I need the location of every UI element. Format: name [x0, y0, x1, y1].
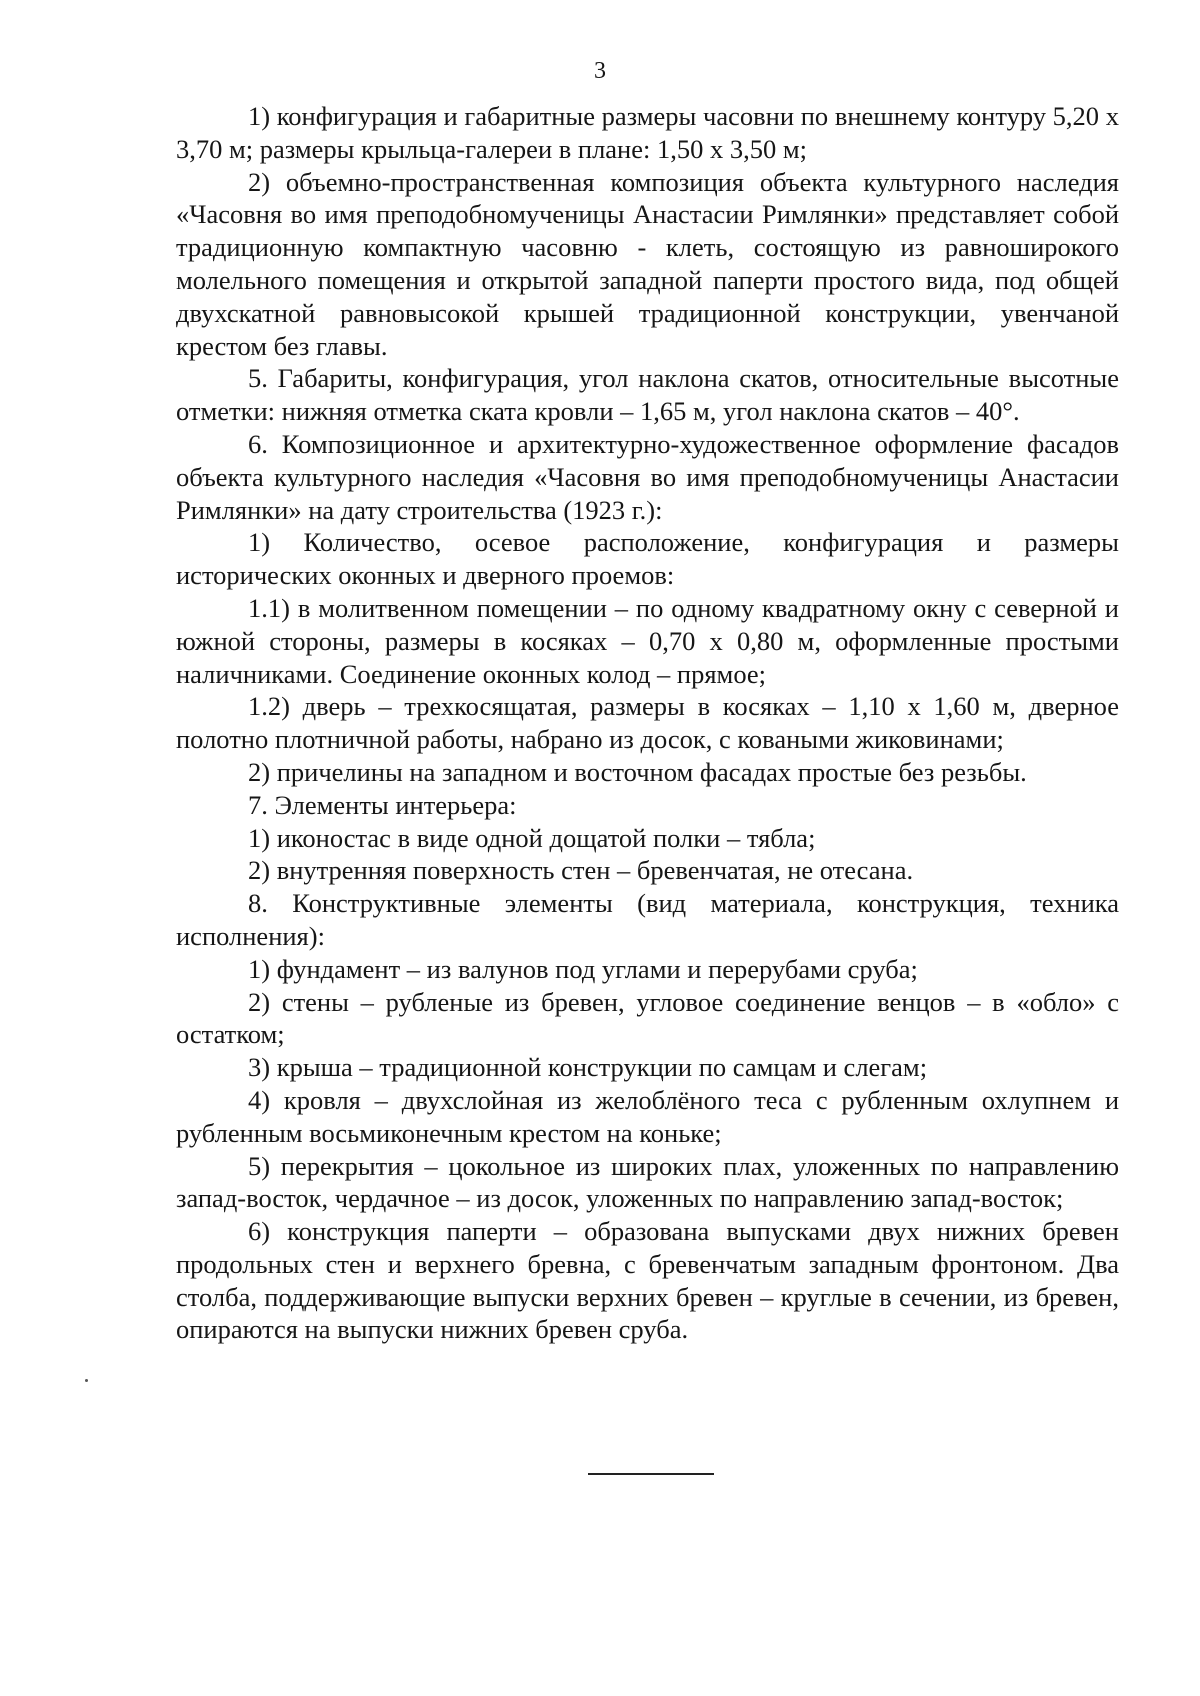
paragraph-floors: 5) перекрытия – цокольное из широких плах, уложенных по направлению запад-восток, чердачное – из досок, уложенных по направлению запад-восток;	[176, 1150, 1119, 1214]
paragraph-door: 1.2) дверь – трехкосящатая, размеры в косяках – 1,10 х 1,60 м, дверное полотно плотничной работы, набрано из досок, с коваными жиковинами;	[176, 691, 1119, 755]
paragraph-chapel-dimensions: 1) конфигурация и габаритные размеры часовни по внешнему контуру 5,20 х 3,70 м; размеры крыльца-галереи в плане: 1,50 х 3,50 м;	[176, 101, 1119, 164]
paragraph-roofing: 4) кровля – двухслойная из желоблёного теса с рубленным охлупнем и рубленным восьмиконечным крестом на коньке;	[176, 1084, 1119, 1148]
paragraph-structural-heading: 8. Конструктивные элементы (вид материала, конструкция, техника исполнения):	[176, 888, 1119, 951]
paragraph-roof-structure: 3) крыша – традиционной конструкции по самцам и слегам;	[248, 1052, 928, 1083]
paragraph-spatial-composition: 2) объемно-пространственная композиция объекта культурного наследия «Часовня во имя преподобномученицы Анастасии Римлянки» представляет собой традиционную компактную часовню - клеть, состоящую из равноширокого молельного помещения и открытой западной паперти простого вида, под общей двухскатной равновысокой крышей традиционной конструкции, увенчаной крестом без главы.	[176, 166, 1119, 361]
paragraph-interior-heading: 7. Элементы интерьера:	[248, 789, 517, 820]
paragraph-porch: 6) конструкция паперти – образована выпусками двух нижних бревен продольных стен и верхнего бревна, с бревенчатым западным фронтоном. Два столба, поддерживающие выпуски верхних бревен – круглые в сечении, из бревен, опираются на выпуски нижних бревен сруба.	[176, 1216, 1119, 1345]
document-body	[176, 100, 1119, 1346]
end-of-document-rule	[588, 1473, 714, 1475]
paragraph-openings: 1) Количество, осевое расположение, конфигурация и размеры исторических оконных и дверного проемов:	[176, 527, 1119, 591]
paragraph-barge-boards: 2) причелины на западном и восточном фасадах простые без резьбы.	[248, 756, 1027, 787]
paragraph-iconostasis: 1) иконостас в виде одной дощатой полки – тябла;	[248, 822, 816, 853]
paragraph-facade-design: 6. Композиционное и архитектурно-художественное оформление фасадов объекта культурного наследия «Часовня во имя преподобномученицы Анастасии Римлянки» на дату строительства (1923 г.):	[176, 428, 1119, 525]
paragraph-roof-slopes: 5. Габариты, конфигурация, угол наклона скатов, относительные высотные отметки: нижняя отметка ската кровли – 1,65 м, угол наклона скатов – 40°.	[176, 363, 1119, 427]
paragraph-interior-walls: 2) внутренняя поверхность стен – бревенчатая, не отесана.	[248, 855, 914, 886]
paragraph-walls: 2) стены – рубленые из бревен, угловое соединение венцов – в «обло» с остатком;	[176, 986, 1119, 1050]
scan-speck	[85, 1379, 88, 1382]
paragraph-foundation: 1) фундамент – из валунов под углами и перерубами сруба;	[248, 953, 918, 984]
page-number: 3	[594, 58, 606, 84]
paragraph-windows: 1.1) в молитвенном помещении – по одному квадратному окну с северной и южной стороны, размеры в косяках – 0,70 х 0,80 м, оформленные простыми наличниками. Соединение оконных колод – прямое;	[176, 592, 1119, 689]
